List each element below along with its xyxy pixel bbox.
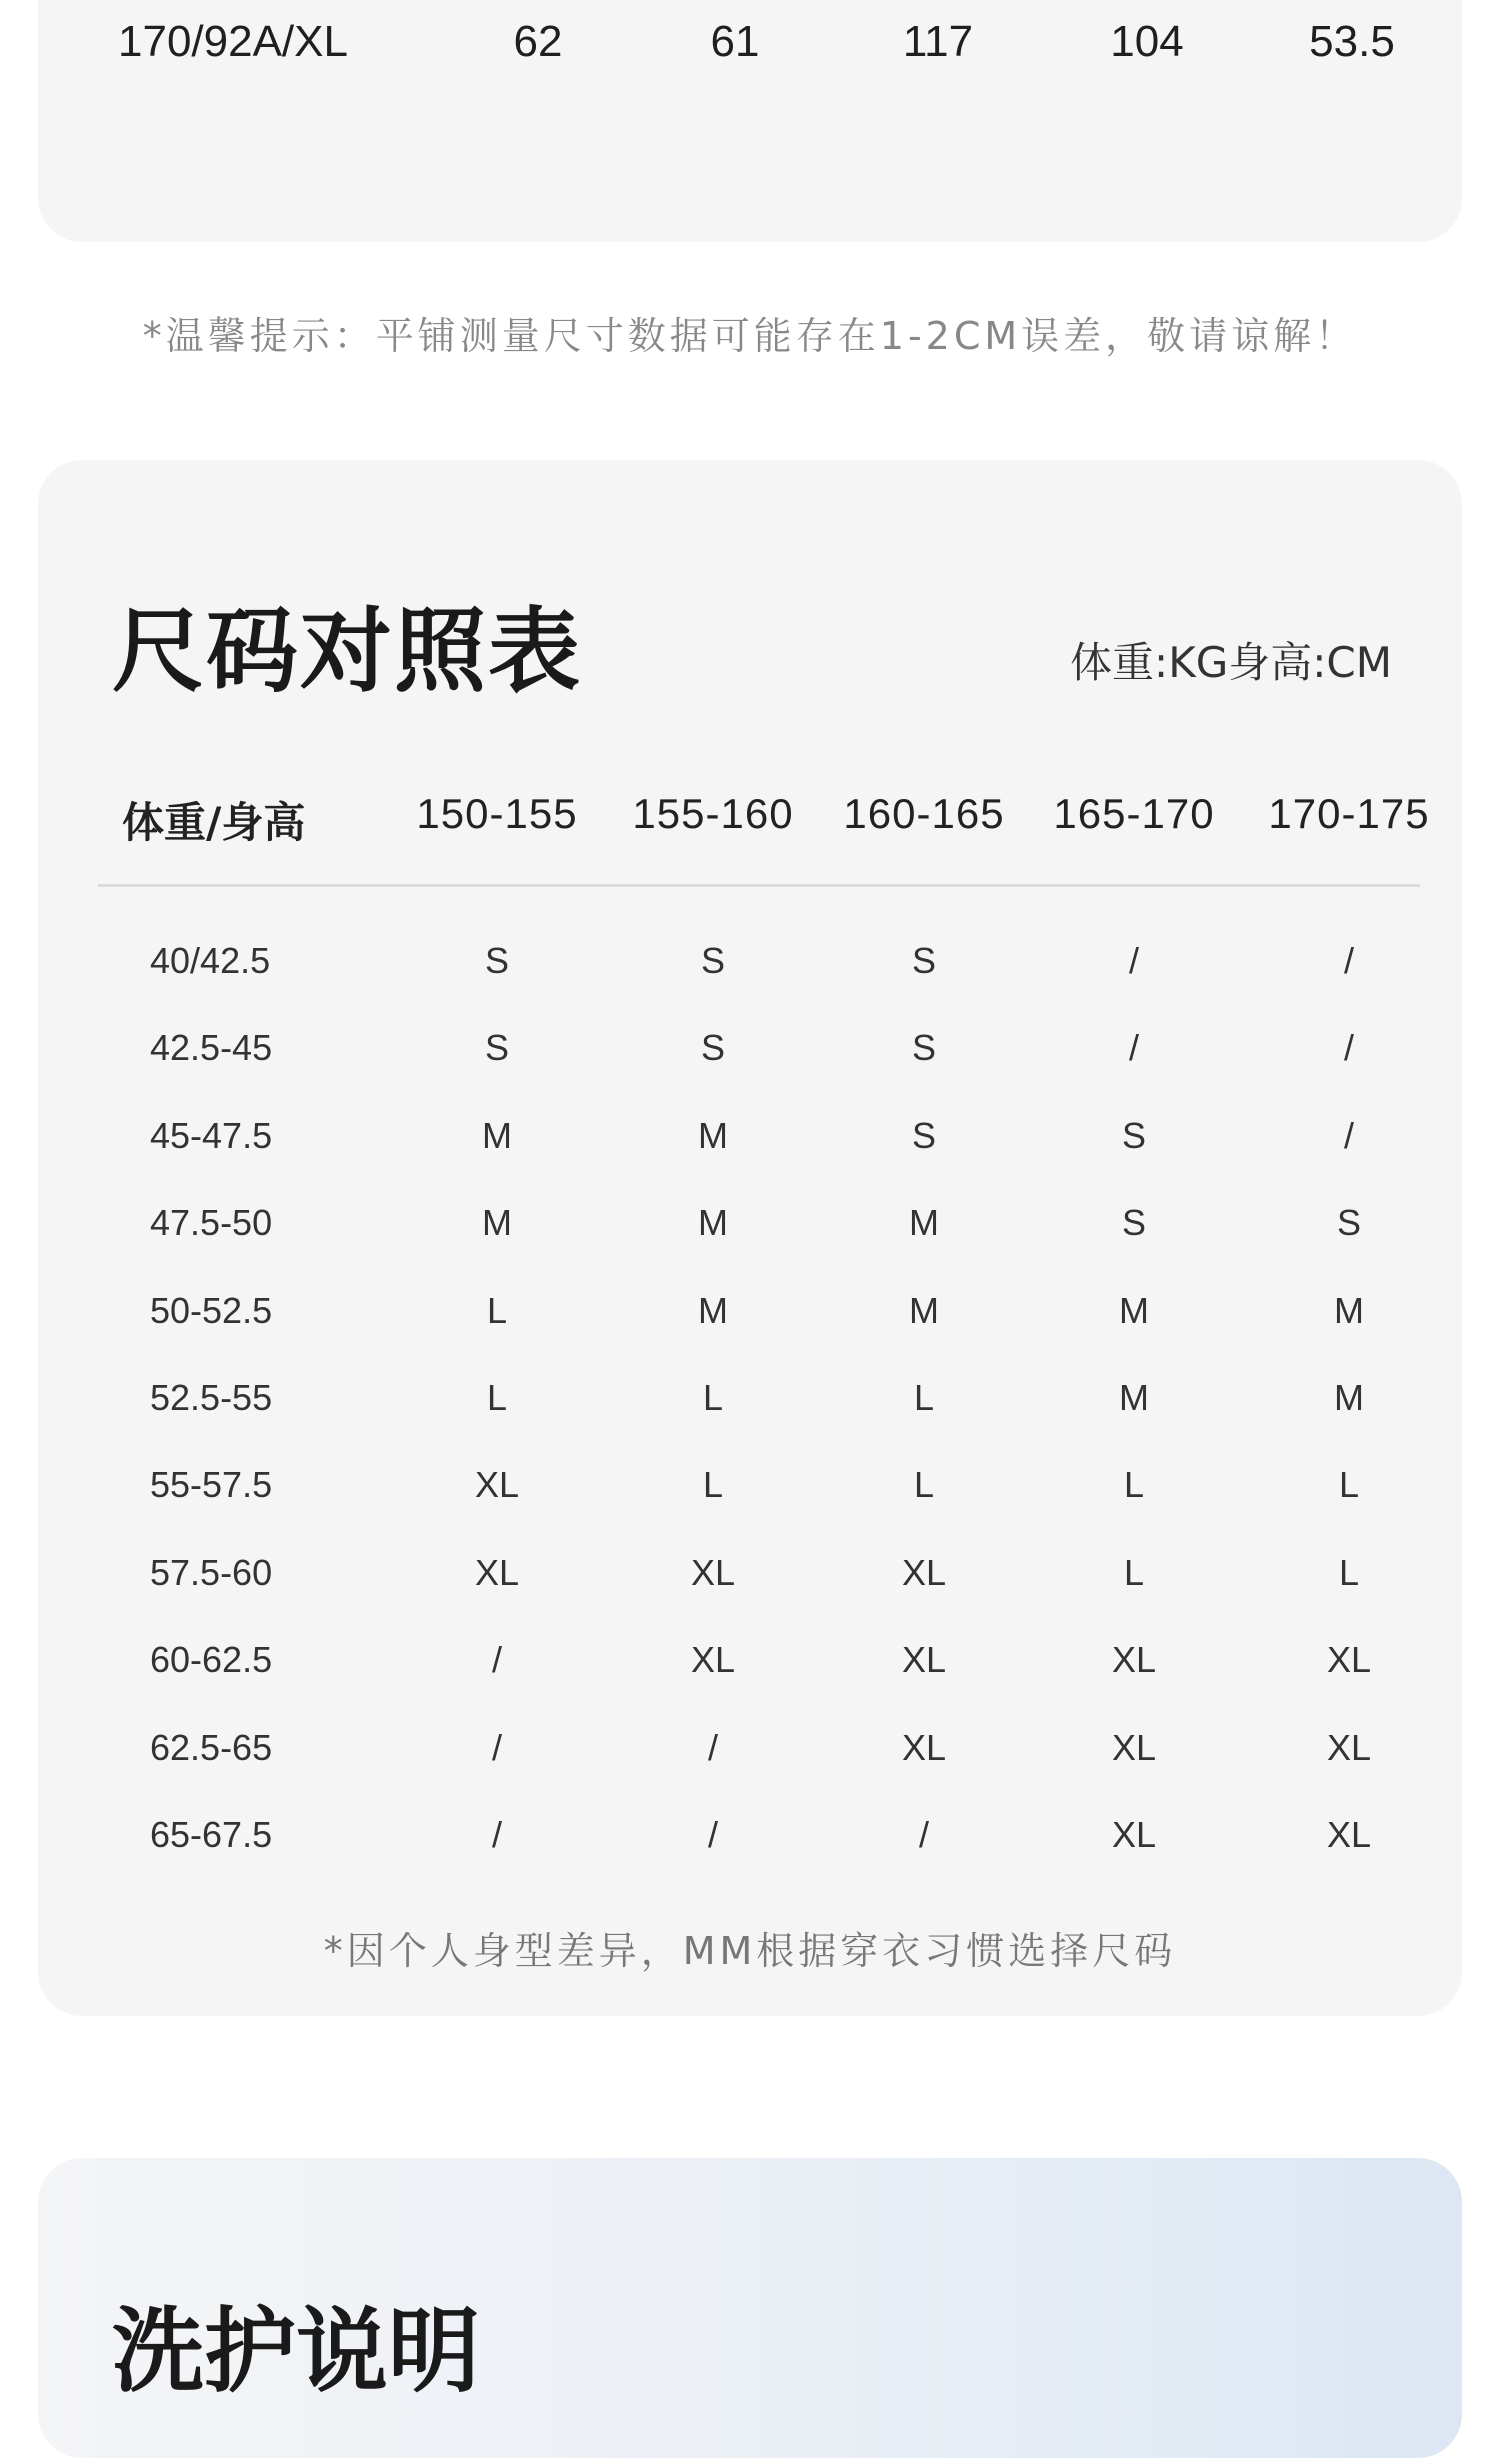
size-chart-row — [38, 940, 1462, 990]
size-cell: L — [1123, 1551, 1145, 1593]
size-cell: / — [1128, 940, 1139, 981]
size-cell: M — [1119, 1289, 1149, 1331]
size-cell: S — [1336, 1202, 1361, 1244]
measurement-cell: 61 — [710, 17, 760, 66]
size-cell: M — [1334, 1377, 1364, 1418]
weight-range-cell: 62.5-65 — [150, 1726, 273, 1768]
size-cell: L — [1123, 1464, 1145, 1506]
measurement-table-row — [38, 0, 1462, 84]
size-cell: XL — [901, 1639, 947, 1681]
size-cell: XL — [901, 1726, 947, 1768]
size-cell: M — [909, 1289, 939, 1331]
care-instructions-title: 洗护说明 — [112, 2298, 481, 2405]
size-cell: S — [484, 1027, 509, 1069]
size-cell: XL — [690, 1639, 736, 1681]
size-cell: / — [1343, 940, 1354, 981]
size-cell: XL — [474, 1464, 520, 1506]
size-cell: M — [482, 1202, 512, 1244]
size-cell: XL — [1111, 1726, 1157, 1768]
weight-range-cell: 45-47.5 — [150, 1114, 273, 1156]
size-cell: / — [1128, 1027, 1139, 1069]
size-cell: L — [702, 1464, 724, 1506]
size-cell: S — [911, 940, 936, 981]
size-cell: M — [698, 1114, 728, 1156]
size-chart-note: *因个人身型差异，MM根据穿衣习惯选择尺码 — [323, 1929, 1177, 1973]
size-cell: XL — [901, 1551, 947, 1593]
size-cell: / — [707, 1726, 718, 1768]
size-cell: S — [1121, 1202, 1146, 1244]
weight-range-cell: 65-67.5 — [150, 1814, 273, 1855]
size-cell: S — [1121, 1114, 1146, 1156]
size-cell: S — [700, 1027, 725, 1069]
size-cell: XL — [1111, 1814, 1157, 1855]
size-chart-row — [38, 1814, 1462, 1864]
weight-range-cell: 47.5-50 — [150, 1202, 273, 1244]
size-cell: M — [1334, 1289, 1364, 1331]
size-cell: XL — [1326, 1814, 1372, 1855]
size-cell: XL — [1111, 1639, 1157, 1681]
size-cell: XL — [1326, 1726, 1372, 1768]
measurement-cell: 117 — [902, 17, 974, 66]
size-cell: XL — [1326, 1639, 1372, 1681]
size-chart-row — [38, 1464, 1462, 1514]
size-chart-units: 体重:KG身高:CM — [1070, 638, 1392, 687]
measurement-cell: 62 — [513, 17, 563, 66]
size-cell: S — [911, 1114, 936, 1156]
size-cell: L — [486, 1377, 508, 1418]
size-chart-row — [38, 1290, 1462, 1340]
size-chart-row — [38, 1202, 1462, 1252]
size-cell: S — [911, 1027, 936, 1069]
size-cell: L — [913, 1464, 935, 1506]
size-cell: L — [486, 1289, 508, 1331]
size-cell: / — [491, 1639, 502, 1681]
measurement-tip: *温馨提示：平铺测量尺寸数据可能存在1-2CM误差，敬请谅解！ — [142, 314, 1358, 358]
size-cell: XL — [690, 1551, 736, 1593]
weight-range-cell: 60-62.5 — [150, 1639, 273, 1681]
size-chart-header-row — [38, 790, 1462, 850]
size-cell: S — [700, 940, 725, 981]
size-cell: L — [1338, 1551, 1360, 1593]
header-cell: 155-160 — [632, 790, 794, 837]
size-cell: S — [484, 940, 509, 981]
size-chart-row — [38, 1115, 1462, 1165]
weight-range-cell: 52.5-55 — [150, 1377, 273, 1418]
size-cell: M — [698, 1202, 728, 1244]
weight-range-cell: 57.5-60 — [150, 1551, 273, 1593]
size-cell: / — [1343, 1027, 1354, 1069]
size-cell: / — [707, 1814, 718, 1855]
header-cell: 体重/身高 — [122, 798, 306, 847]
measurement-cell: 53.5 — [1309, 17, 1395, 66]
size-chart-card — [38, 460, 1462, 2016]
header-cell: 160-165 — [843, 790, 1005, 837]
measurement-cell: 104 — [1110, 17, 1184, 66]
size-chart-row — [38, 1377, 1462, 1427]
size-chart-row — [38, 1552, 1462, 1602]
size-cell: L — [913, 1377, 935, 1418]
size-chart-row — [38, 1639, 1462, 1689]
size-cell: / — [918, 1814, 929, 1855]
weight-range-cell: 42.5-45 — [150, 1027, 273, 1069]
size-cell: M — [482, 1114, 512, 1156]
header-cell: 170-175 — [1268, 790, 1430, 837]
header-cell: 165-170 — [1053, 790, 1215, 837]
size-cell: / — [491, 1726, 502, 1768]
size-chart-title: 尺码对照表 — [112, 598, 583, 705]
size-cell: M — [1119, 1377, 1149, 1418]
header-cell: 150-155 — [416, 790, 578, 837]
size-cell: L — [1338, 1464, 1360, 1506]
size-cell: M — [909, 1202, 939, 1244]
care-instructions-card — [38, 2158, 1462, 2458]
weight-range-cell: 50-52.5 — [150, 1289, 273, 1331]
size-cell: L — [702, 1377, 724, 1418]
size-cell: M — [698, 1289, 728, 1331]
size-cell: / — [1343, 1114, 1354, 1156]
size-chart-row — [38, 1727, 1462, 1777]
weight-range-cell: 40/42.5 — [150, 940, 271, 981]
size-cell: XL — [474, 1551, 520, 1593]
size-cell: / — [491, 1814, 502, 1855]
header-divider — [98, 884, 1420, 887]
measurement-card — [38, 0, 1462, 242]
measurement-cell: 170/92A/XL — [118, 17, 348, 66]
size-chart-row — [38, 1027, 1462, 1077]
weight-range-cell: 55-57.5 — [150, 1464, 273, 1506]
